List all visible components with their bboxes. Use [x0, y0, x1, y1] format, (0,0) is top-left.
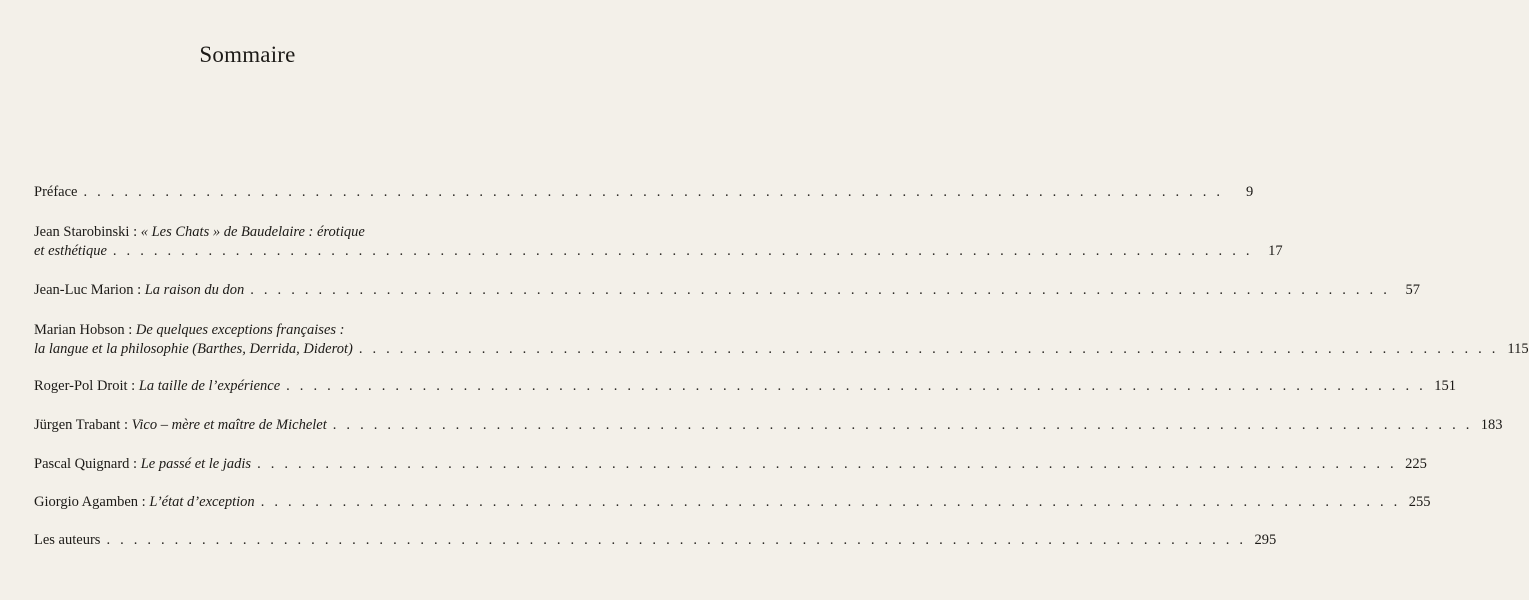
page-number: 151 [1434, 378, 1456, 394]
entry-title: Les auteurs [34, 532, 101, 548]
entry-author: Roger-Pol Droit : [34, 378, 139, 394]
entry-title-continued: et esthétique [34, 243, 107, 259]
dot-leader [250, 281, 1390, 300]
entry-title: « Les Chats » de Baudelaire : érotique [140, 224, 365, 240]
entry-title: La raison du don [144, 282, 245, 298]
dot-leader [333, 416, 1473, 435]
toc-entry-agamben[interactable] [34, 493, 1431, 512]
toc-entry-quignard[interactable] [34, 455, 1427, 474]
entry-title: Vico – mère et maître de Michelet [131, 417, 327, 433]
toc-entry-marion[interactable] [34, 281, 1421, 300]
entry-author: Jürgen Trabant : [34, 417, 132, 433]
page-number: 255 [1408, 494, 1431, 510]
entry-author: Jean Starobinski : [34, 224, 141, 240]
entry-author: Giorgio Agamben : [34, 494, 150, 510]
entry-title: De quelques exceptions françaises : [135, 322, 345, 338]
dot-leader [286, 377, 1426, 396]
dot-leader [106, 531, 1246, 550]
page-number: 295 [1254, 532, 1277, 548]
entry-title: L’état d’exception [149, 494, 255, 510]
entry-author: Marian Hobson : [34, 322, 136, 338]
dot-leader [359, 340, 1499, 359]
dot-leader [257, 455, 1397, 474]
page-number: 17 [1268, 243, 1283, 259]
entry-title: Préface [34, 184, 78, 200]
entry-title: La taille de l’expérience [138, 378, 281, 394]
toc-entry-starobinski[interactable] [34, 223, 1283, 261]
page-number: 225 [1405, 456, 1427, 472]
toc-entry-droit[interactable] [34, 377, 1456, 396]
entry-title-continued: la langue et la philosophie (Barthes, Derrida, Diderot) [34, 341, 353, 357]
dot-leader [83, 183, 1223, 202]
toc-entry-authors[interactable] [34, 531, 1277, 550]
entry-title: Le passé et le jadis [140, 456, 252, 472]
page-number: 183 [1480, 417, 1503, 433]
dot-leader [261, 493, 1401, 512]
page-title: Sommaire [199, 42, 296, 67]
page-number: 115 [1507, 341, 1529, 357]
page-number: 9 [1246, 184, 1254, 200]
entry-author: Jean-Luc Marion : [34, 282, 145, 298]
toc-entry-preface[interactable] [34, 183, 1254, 202]
toc-entry-hobson[interactable] [34, 321, 1529, 359]
entry-author: Pascal Quignard : [34, 456, 141, 472]
toc-entry-trabant[interactable] [34, 416, 1503, 435]
page-number: 57 [1405, 282, 1421, 298]
dot-leader [113, 242, 1253, 261]
